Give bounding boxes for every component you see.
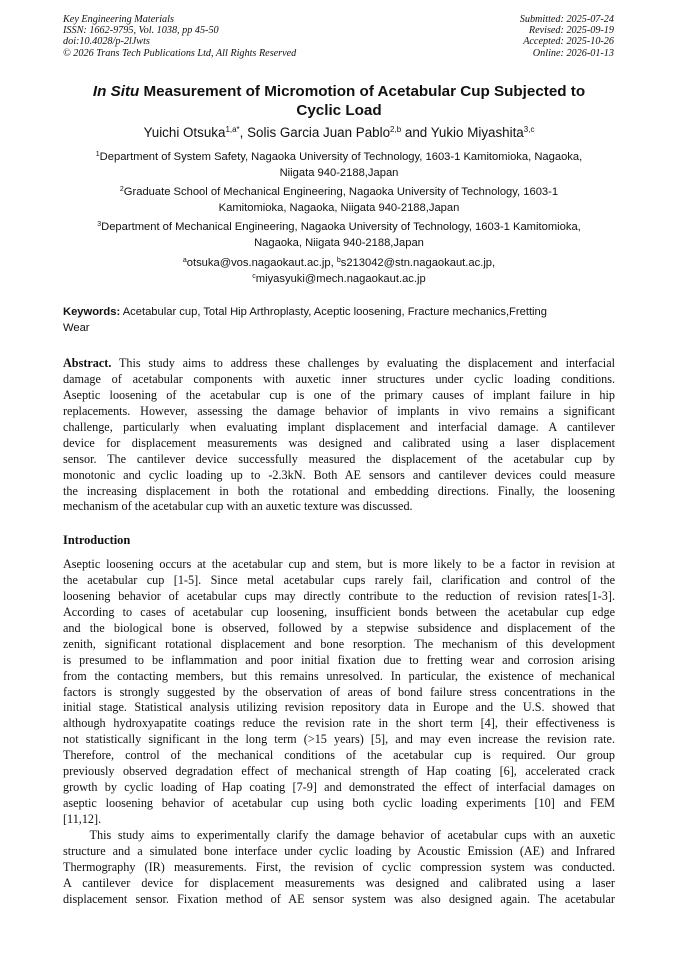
intro-line-7: from the contacting members, but this remains unresolved. In particular, the existence of mechanical [63,668,615,683]
intro-line-20: A cantilever device for displacement measurements was designed and calibrated using a laser [63,875,615,890]
intro-line-8: factors is strongly suggested by the observation of areas of bond failure stress concentrations in the [63,684,615,699]
abstract-line-4: challenge, particularly when evaluating implant displacement and interfacial damage. A cantilever [63,419,615,434]
affiliation-3-sup: 3 [97,221,102,228]
intro-line-4: and the biological bone is observed, followed by a stepwise subsidence and displacement of the [63,620,615,635]
author-3: Yukio Miyashita [430,125,524,140]
author-sep-2: and [401,125,431,140]
keywords [63,305,615,336]
affiliation-1-line-2: Niigata 940-2188,Japan [279,166,399,179]
section-heading-introduction: Introduction [63,533,131,547]
email-b: s213042@stn.nagaokaut.ac.jp, [340,257,496,269]
intro-line-14: growth by cyclic loading of Hap coating [7-9] and demonstrated the effect of interfacial damages on [63,780,615,795]
affiliation-1-sup: 1 [95,151,100,158]
affiliation-2 [63,185,615,216]
affiliation-1 [63,150,615,181]
journal-name: Key Engineering Materials [63,14,174,25]
email-b-sup: b [336,257,341,264]
date-online: Online: 2026-01-13 [532,47,614,59]
title-italic: In Situ [92,83,140,100]
author-1-sup: 1,a* [225,125,240,134]
intro-line-13: previously observed degradation effect of mechanical strength of Hap coating [6], accelerated crack [63,764,615,779]
author-2-sup: 2,b [390,125,402,134]
paper-title [63,82,615,120]
journal-copyright: © 2026 Trans Tech Publications Ltd, All Rights Reserved [63,47,297,59]
author-3-sup: 3,c [523,125,535,134]
author-2: Solis Garcia Juan Pablo [247,125,391,140]
affiliation-3-line-1: Department of Mechanical Engineering, Nagaoka University of Technology, 1603-1 Kamitomioka, [101,221,581,233]
intro-line-18: structure and a simulated bone interface under cyclic loading by Acoustic Emission (AE) and Infrared [63,843,615,858]
affiliation-1-line-1: Department of System Safety, Nagaoka University of Technology, 1603-1 Kamitomioka, Nagaoka, [99,151,583,163]
keywords-label: Keywords: [63,306,121,318]
intro-line-17: This study aims to experimentally clarify the damage behavior of acetabular cups with an auxetic [63,827,615,842]
intro-line-15: aseptic loosening behavior of acetabular cup using both cyclic loading experiments [10] and FEM [63,796,615,811]
abstract-line-9: mechanism of the acetabular cup with an auxetic texture was discussed. [63,499,413,514]
affiliation-2-sup: 2 [119,186,124,193]
email-list [63,256,615,287]
abstract-line-5: device for displacement measurements was designed and calibrated using a laser displacement [63,435,615,450]
abstract-line-6: sensor. The cantilever device successfully measured the displacement of the acetabular cup by [63,451,615,466]
intro-line-6: is presumed to be inflammation and poor initial fixation due to fretting wear and corrosion arising [63,652,615,667]
date-submitted: Submitted: 2025-07-24 [519,14,614,25]
keywords-line-2: Wear [63,321,90,334]
abstract-line-0: This study aims to address these challenges by evaluating the displacement and interfacial [111,356,615,370]
introduction-body [63,557,615,908]
abstract [63,356,615,515]
email-c-sup: c [252,272,256,280]
title-rest: Measurement of Micromotion of Acetabular Cup Subjected to [143,83,586,100]
author-1: Yuichi Otsuka [143,125,226,140]
intro-line-21: displacement sensor. Fixation method of AE sensor system was also designed again. The acetabular [63,891,615,906]
abstract-line-7: monotonic and cyclic loading up to -2.3kN. Both AE sensors and cantilever devices could measure [63,467,615,482]
intro-line-12: Therefore, control of the mechanical conditions of the acetabular cup is required. Our group [63,748,615,763]
intro-line-5: zenith, significant rotational displacement and bone resorption. The mechanism of this development [63,636,615,651]
intro-line-9: initial stage. Statistical analysis utilizing revision repository data in Europe and the U.S. showed that [63,700,615,715]
intro-line-2: loosening behavior of acetabular cups may directly contribute to the reduction of revision rates[1-3]. [63,588,615,603]
abstract-label: Abstract. [63,356,112,370]
journal-info [63,14,296,59]
affiliation-2-line-1: Graduate School of Mechanical Engineering, Nagaoka University of Technology, 1603-1 [123,186,559,198]
intro-line-3: According to cases of acetabular cup loosening, insufficient bonds between the acetabular cup edge [63,604,615,619]
journal-doi: doi:10.4028/p-2lJwts [63,36,150,48]
intro-line-19: Thermography (IR) measurements. First, the revision of cyclic compression system was conducted. [63,859,615,874]
intro-line-11: not statistically significant in the long term (>15 years) [5], and may even increase the revision rate. [63,732,615,747]
keywords-line-1: Acetabular cup, Total Hip Arthroplasty, Aceptic loosening, Fracture mechanics,Fretting [120,306,547,318]
intro-line-16: [11,12]. [63,812,102,826]
abstract-line-8: the increasing displacement in both the rotational and embedding directions. Finally, the loosening [63,483,615,498]
abstract-line-3: replacements. However, assessing the damage behavior of implants in vivo remains a significant [63,403,615,418]
abstract-line-2: Aseptic loosening of the acetabular cup is one of the primary causes of implant failure in hip [63,387,615,402]
abstract-line-1: damage of acetabular components with auxetic inner structures under cyclic loading conditions. [63,371,615,386]
affiliation-3 [63,220,615,251]
intro-line-1: the acetabular cup [1-5]. Since metal acetabular cups rarely fail, clarification and control of the [63,572,615,587]
email-a: otsuka@vos.nagaokaut.ac.jp, [186,257,337,269]
affiliation-3-line-2: Nagaoka, Niigata 940-2188,Japan [254,236,424,249]
author-list [63,124,615,141]
title-line-2: Cyclic Load [296,102,382,119]
affiliation-2-line-2: Kamitomioka, Nagaoka, Niigata 940-2188,Japan [218,201,460,214]
title-line-1 [63,82,615,101]
intro-line-0: Aseptic loosening occurs at the acetabular cup and stem, but is more likely to be a factor in revision at [63,557,615,571]
date-revised: Revised: 2025-09-19 [528,25,614,37]
intro-line-10: although hydroxyapatite coatings reduce the revision rate in the short term [4], their effectiveness is [63,716,615,731]
email-a-sup: a [182,257,187,264]
email-c: miyasyuki@mech.nagaokaut.ac.jp [255,272,426,285]
submission-dates [520,14,614,59]
journal-issn: ISSN: 1662-9795, Vol. 1038, pp 45-50 [63,25,219,37]
author-sep-1: , [239,125,248,140]
date-accepted: Accepted: 2025-10-26 [523,36,614,48]
